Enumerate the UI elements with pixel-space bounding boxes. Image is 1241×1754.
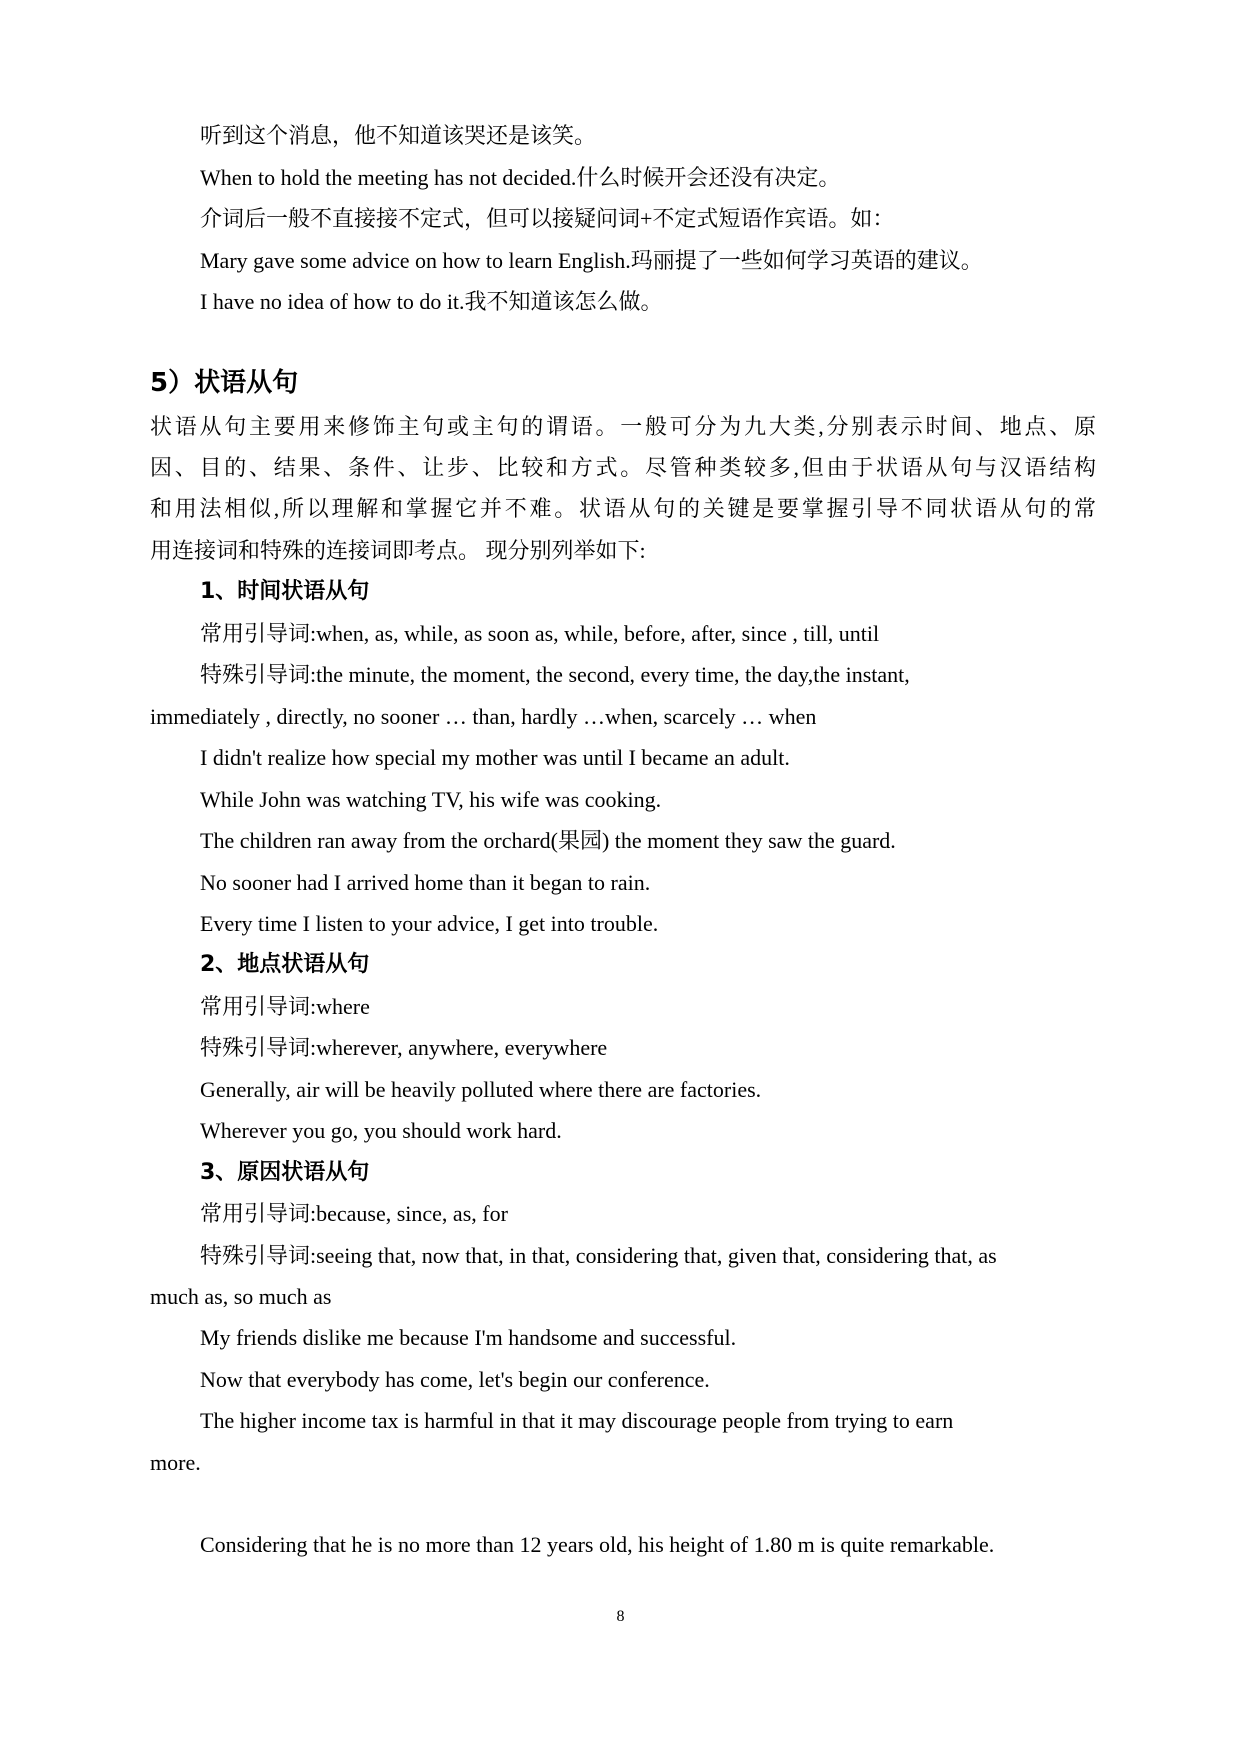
paragraph-line: 状语从句主要用来修饰主句或主句的谓语。一般可分为九大类,分别表示时间、地点、原	[150, 414, 1096, 439]
text-line: 介词后一般不直接接不定式，但可以接疑问词+不定式短语作宾语。如：	[200, 206, 895, 231]
text-line: 常用引导词:because, since, as, for	[200, 1201, 508, 1226]
example-line: No sooner had I arrived home than it began to rain.	[200, 870, 651, 895]
paragraph-line: 和用法相似,所以理解和掌握它并不难。状语从句的关键是要掌握引导不同状语从句的常	[150, 496, 1096, 521]
text-line: 特殊引导词:the minute, the moment, the second, every time, the day,the instant,	[200, 662, 910, 687]
subsection-heading: 2、地点状语从句	[200, 952, 370, 977]
text-line: Mary gave some advice on how to learn English.玛丽提了一些如何学习英语的建议。	[200, 248, 983, 273]
example-line: Now that everybody has come, let's begin our conference.	[200, 1367, 710, 1392]
text-line: When to hold the meeting has not decided.什么时候开会还没有决定。	[200, 165, 841, 190]
example-line: more.	[150, 1450, 201, 1475]
text-line: immediately , directly, no sooner … than, hardly …when, scarcely … when	[150, 704, 817, 729]
example-line: I didn't realize how special my mother was until I became an adult.	[200, 745, 790, 770]
paragraph-line: 因、目的、结果、条件、让步、比较和方式。尽管种类较多,但由于状语从句与汉语结构	[150, 455, 1096, 480]
text-line: 常用引导词:when, as, while, as soon as, while, before, after, since , till, until	[200, 621, 880, 646]
subsection-heading: 1、时间状语从句	[200, 579, 370, 604]
paragraph-line: 用连接词和特殊的连接词即考点。 现分别列举如下:	[150, 538, 646, 563]
example-line: The higher income tax is harmful in that it may discourage people from trying to earn	[200, 1408, 954, 1433]
example-line: While John was watching TV, his wife was cooking.	[200, 787, 662, 812]
example-line: Wherever you go, you should work hard.	[200, 1118, 562, 1143]
text-line: 常用引导词:where	[200, 994, 370, 1019]
text-line: much as, so much as	[150, 1284, 332, 1309]
text-line: 听到这个消息，他不知道该哭还是该笑。	[200, 123, 597, 148]
example-line: The children ran away from the orchard(果园) the moment they saw the guard.	[200, 828, 896, 853]
example-line: Generally, air will be heavily polluted where there are factories.	[200, 1077, 762, 1102]
subsection-heading: 3、原因状语从句	[200, 1160, 370, 1185]
text-line: 特殊引导词:seeing that, now that, in that, considering that, given that, considering that, as	[200, 1243, 997, 1268]
section-heading: 5）状语从句	[150, 368, 299, 398]
page-number: 8	[616, 1608, 625, 1625]
example-line: My friends dislike me because I'm handsome and successful.	[200, 1325, 737, 1350]
example-line: Every time I listen to your advice, I get into trouble.	[200, 911, 659, 936]
text-line: 特殊引导词:wherever, anywhere, everywhere	[200, 1035, 608, 1060]
example-line: Considering that he is no more than 12 years old, his height of 1.80 m is quite remarkable.	[200, 1532, 995, 1557]
text-line: I have no idea of how to do it.我不知道该怎么做。	[200, 289, 663, 314]
